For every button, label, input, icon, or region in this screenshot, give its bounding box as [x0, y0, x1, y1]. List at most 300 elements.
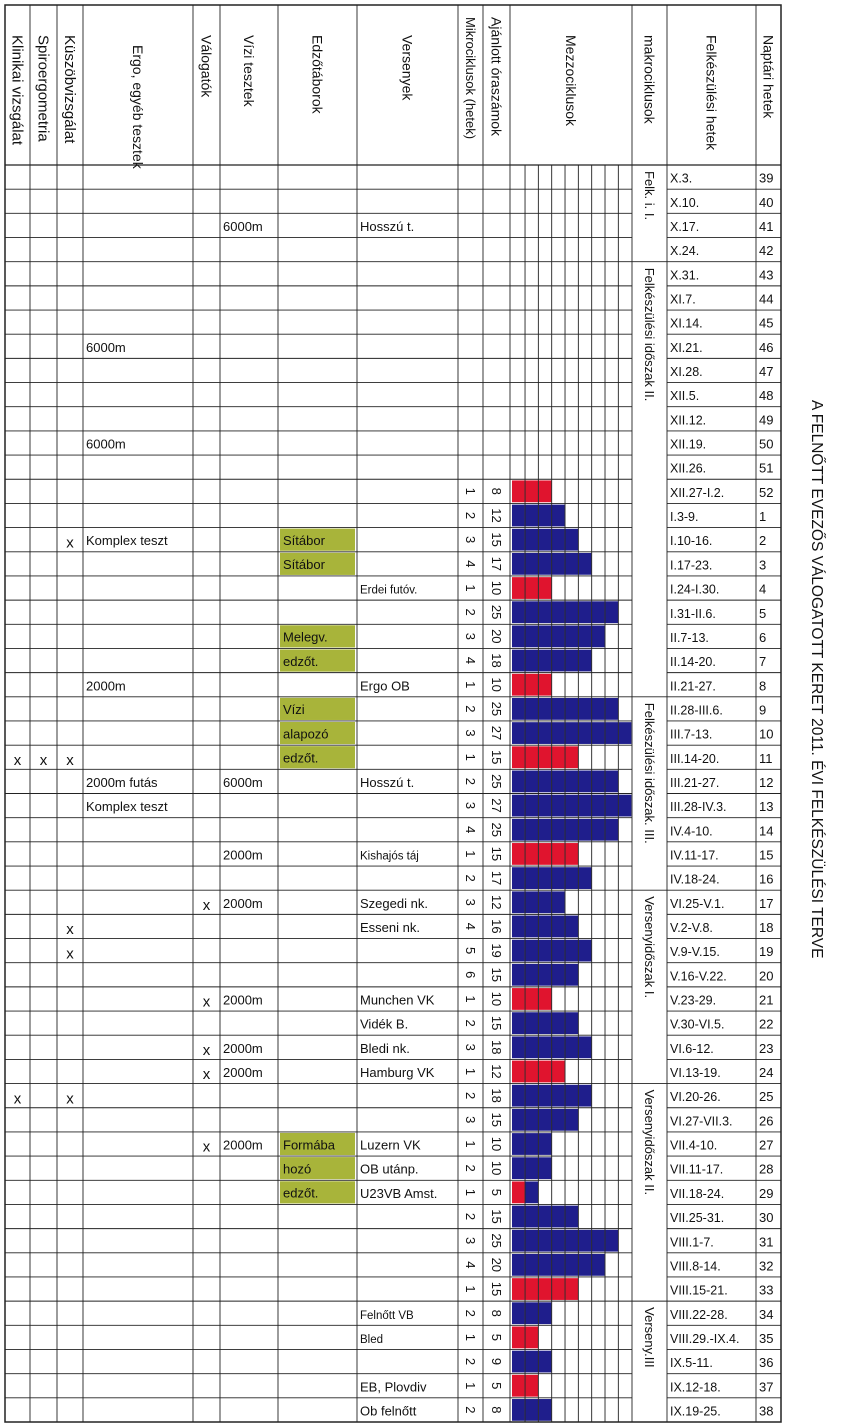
water-test: 2000m [223, 895, 263, 911]
mezzo-cell [552, 795, 565, 817]
week-number: 21 [759, 992, 774, 1008]
mezzo-cell [552, 650, 565, 672]
microcycle-number: 1 [462, 1285, 478, 1293]
period-label: X.24. [670, 244, 700, 259]
water-test: 2000m [223, 1065, 263, 1081]
microcycle-number: 2 [462, 1357, 478, 1366]
week-number: 35 [759, 1330, 774, 1346]
microcycle-number: 3 [462, 1116, 478, 1124]
period-label: I.3-9. [670, 510, 699, 525]
week-number: 11 [759, 750, 773, 766]
mezzo-cell [565, 650, 578, 672]
selection-mark: x [202, 993, 211, 1011]
mezzo-cell [525, 916, 538, 938]
mezzo-cell [552, 553, 565, 575]
header-mikro: Mikrociklusok (hetek) [462, 17, 478, 140]
mezzo-cell [539, 480, 552, 502]
clinical-mark: x [13, 751, 22, 769]
week-number: 20 [759, 968, 774, 984]
period-label: II.21-27. [670, 679, 716, 694]
period-label: III.14-20. [670, 751, 720, 766]
mezzo-cell [605, 1230, 618, 1252]
mezzo-cell [552, 916, 565, 938]
mezzo-cell [592, 819, 605, 841]
hours-value: 12 [488, 1064, 504, 1079]
mezzo-cell [539, 529, 552, 551]
period-label: I.31-II.6. [670, 606, 716, 621]
week-number: 16 [759, 871, 774, 887]
microcycle-number: 4 [462, 656, 478, 665]
page-title: A FELNŐTT EVEZŐS VÁLOGATOTT KERET 2011. ÉVI FELKÉSZÜLÉSI TERVE [808, 400, 825, 959]
camp-label: Sítábor [283, 557, 325, 573]
mezzo-cell [579, 795, 592, 817]
hours-value: 5 [488, 1382, 504, 1390]
mezzo-cell [579, 698, 592, 720]
microcycle-number: 3 [462, 898, 478, 906]
mezzo-cell [539, 891, 552, 913]
week-number: 15 [759, 847, 774, 863]
week-number: 28 [759, 1161, 774, 1177]
microcycle-number: 5 [462, 946, 478, 955]
mezzo-cell [579, 771, 592, 793]
mezzo-cell [605, 771, 618, 793]
mezzo-cell [592, 625, 605, 647]
hours-value: 25 [488, 604, 504, 620]
mezzo-cell [525, 795, 538, 817]
microcycle-number: 3 [462, 632, 478, 640]
hours-value: 15 [488, 1281, 504, 1297]
week-number: 30 [759, 1210, 774, 1226]
mezzo-cell [525, 746, 538, 768]
mezzo-cell [592, 722, 605, 744]
mezzo-cell [525, 988, 538, 1010]
hours-value: 8 [488, 1309, 504, 1317]
header-vizi: Vízi tesztek [241, 35, 258, 107]
week-number: 25 [759, 1089, 774, 1105]
period-label: VI.27-VII.3. [670, 1114, 733, 1129]
hours-value: 18 [488, 653, 504, 668]
microcycle-number: 2 [462, 1092, 478, 1100]
period-label: XI.28. [670, 365, 703, 380]
mezzo-cell [539, 577, 552, 599]
week-number: 3 [759, 557, 767, 573]
mezzo-cell [565, 601, 578, 623]
period-label: XII.27-I.2. [670, 485, 725, 500]
mezzo-cell [605, 601, 618, 623]
mezzo-cell [539, 553, 552, 575]
race-label: Ergo OB [360, 678, 410, 694]
mezzo-cell [605, 819, 618, 841]
mezzo-cell [552, 1230, 565, 1252]
mezzo-cell [579, 1085, 592, 1107]
mezzo-cell [552, 1012, 565, 1034]
hours-value: 17 [488, 556, 504, 572]
mezzo-cell [579, 601, 592, 623]
threshold-mark: x [66, 945, 74, 963]
week-number: 31 [759, 1234, 774, 1250]
race-label: Munchen VK [360, 992, 435, 1008]
camp-label: alapozó [283, 726, 329, 742]
mezzo-cell [579, 625, 592, 647]
mezzo-cell [525, 1133, 538, 1155]
microcycle-number: 2 [462, 705, 478, 713]
week-number: 45 [759, 315, 774, 331]
mezzo-cell [512, 1157, 525, 1179]
week-number: 19 [759, 944, 774, 960]
period-label: XI.7. [670, 292, 696, 307]
mezzo-cell [525, 505, 538, 527]
week-number: 26 [759, 1113, 774, 1129]
makro-label: Felk. i. I. [642, 171, 657, 221]
table-frame [5, 5, 781, 1422]
microcycle-number: 2 [462, 1164, 478, 1172]
period-label: VII.4-10. [670, 1138, 718, 1153]
hours-value: 10 [488, 580, 504, 596]
mezzo-cell [552, 1254, 565, 1276]
period-label: VIII.15-21. [670, 1283, 728, 1298]
period-label: III.28-IV.3. [670, 800, 727, 815]
mezzo-cell [539, 1254, 552, 1276]
week-number: 40 [759, 194, 774, 210]
mezzo-cell [512, 1085, 525, 1107]
mezzo-cell [525, 940, 538, 962]
mezzo-cell [525, 1157, 538, 1179]
camp-label: Melegv. [283, 629, 328, 645]
mezzo-cell [539, 1133, 552, 1155]
week-number: 48 [759, 388, 774, 404]
mezzo-cell [592, 601, 605, 623]
microcycle-number: 4 [462, 1261, 478, 1269]
week-number: 46 [759, 339, 774, 355]
threshold-mark: x [66, 921, 74, 939]
mezzo-cell [552, 601, 565, 623]
ergo-test: 2000m [86, 678, 126, 694]
hours-value: 19 [488, 943, 504, 958]
header-kuszob: Küszöbvizsgálat [60, 35, 78, 144]
mezzo-cell [512, 1012, 525, 1034]
header-valogatok: Válogatók [198, 35, 215, 98]
week-number: 36 [759, 1355, 774, 1371]
race-label: Luzern VK [360, 1137, 421, 1153]
mezzo-cell [525, 891, 538, 913]
mezzo-cell [579, 940, 592, 962]
period-label: III.21-27. [670, 775, 720, 790]
mezzo-cell [552, 1061, 565, 1083]
mezzo-cell [565, 1085, 578, 1107]
mezzo-cell [512, 1206, 525, 1228]
header-felk_hetek: Felkészülési hetek [703, 35, 720, 151]
period-label: VIII.22-28. [670, 1307, 728, 1322]
mezzo-cell [525, 819, 538, 841]
period-label: XII.5. [670, 389, 700, 404]
clinical-mark: x [13, 1090, 22, 1108]
hours-value: 20 [488, 629, 504, 644]
week-number: 50 [759, 436, 774, 452]
mezzo-cell [552, 964, 565, 986]
mezzo-cell [565, 625, 578, 647]
period-label: V.23-29. [670, 993, 717, 1008]
mezzo-cell [512, 698, 525, 720]
mezzo-cell [579, 553, 592, 575]
mezzo-cell [512, 553, 525, 575]
microcycle-number: 2 [462, 1212, 478, 1221]
threshold-mark: x [66, 534, 74, 552]
period-label: XII.19. [670, 437, 707, 452]
header-oraszam: Ajánlott óraszámok [488, 17, 505, 137]
mezzo-cell [512, 795, 525, 817]
microcycle-number: 4 [462, 922, 478, 931]
hours-value: 10 [488, 1136, 504, 1152]
mezzo-cell [539, 1230, 552, 1252]
microcycle-number: 1 [462, 584, 478, 592]
microcycle-number: 3 [462, 1237, 478, 1245]
mezzo-cell [512, 1061, 525, 1083]
week-number: 4 [759, 581, 767, 597]
camp-label: edzőt. [283, 653, 319, 669]
mezzo-cell [552, 1278, 565, 1300]
period-label: V.16-V.22. [670, 969, 727, 984]
mezzo-cell [525, 1327, 538, 1349]
mezzo-cell [539, 916, 552, 938]
microcycle-number: 6 [462, 971, 478, 979]
mezzo-cell [592, 771, 605, 793]
hours-value: 25 [488, 1233, 504, 1248]
period-label: IV.11-17. [670, 848, 719, 863]
mezzo-cell [565, 529, 578, 551]
header-edzotaborok: Edzőtáborok [309, 35, 326, 114]
mezzo-cell [512, 674, 525, 696]
mezzo-cell [525, 964, 538, 986]
mezzo-cell [552, 940, 565, 962]
period-label: VII.11-17. [670, 1162, 724, 1177]
microcycle-number: 1 [462, 1382, 478, 1390]
mezzo-cell [565, 867, 578, 889]
mezzo-cell [525, 1399, 538, 1421]
week-number: 39 [759, 170, 774, 186]
threshold-mark: x [66, 751, 74, 769]
period-label: IX.12-18. [670, 1380, 721, 1395]
hours-value: 15 [488, 749, 504, 765]
race-label: Vidék B. [360, 1016, 409, 1032]
microcycle-number: 4 [462, 560, 478, 568]
mezzo-cell [512, 1278, 525, 1300]
mezzo-cell [525, 1036, 538, 1058]
mezzo-cell [525, 1085, 538, 1107]
mezzo-cell [552, 819, 565, 841]
race-label: Kishajós táj [360, 850, 419, 863]
mezzo-cell [552, 722, 565, 744]
mezzo-cell [525, 577, 538, 599]
period-label: VII.18-24. [670, 1186, 725, 1201]
water-test: 2000m [223, 847, 263, 863]
mezzo-cell [525, 1061, 538, 1083]
mezzo-cell [565, 722, 578, 744]
microcycle-number: 1 [462, 1140, 478, 1148]
week-number: 51 [759, 460, 774, 476]
mezzo-cell [512, 529, 525, 551]
race-label: Felnőtt VB [360, 1309, 414, 1322]
mezzo-cell [525, 1302, 538, 1324]
week-number: 27 [759, 1137, 774, 1153]
water-test: 2000m [223, 992, 263, 1008]
mezzo-cell [512, 771, 525, 793]
race-label: Hosszú t. [360, 218, 415, 234]
mezzo-cell [525, 601, 538, 623]
period-label: V.30-VI.5. [670, 1017, 725, 1032]
mezzo-cell [539, 1012, 552, 1034]
mezzo-cell [539, 650, 552, 672]
period-label: VIII.8-14. [670, 1259, 721, 1274]
mezzo-cell [525, 1109, 538, 1131]
hours-value: 20 [488, 1257, 504, 1273]
microcycle-number: 3 [462, 536, 478, 544]
mezzo-cell [605, 698, 618, 720]
mezzo-cell [539, 1302, 552, 1324]
hours-value: 25 [488, 822, 504, 837]
ergo-test: 6000m [86, 436, 126, 452]
mezzo-cell [525, 625, 538, 647]
mezzo-cell [512, 505, 525, 527]
mezzo-cell [552, 1206, 565, 1228]
microcycle-number: 2 [462, 1309, 478, 1317]
race-label: Ob felnőtt [360, 1403, 417, 1419]
week-number: 23 [759, 1040, 774, 1056]
hours-value: 12 [488, 894, 504, 910]
period-label: III.7-13. [670, 727, 713, 742]
week-number: 32 [759, 1258, 774, 1274]
microcycle-number: 2 [462, 1019, 478, 1027]
mezzo-cell [525, 1375, 538, 1397]
mezzo-cell [539, 771, 552, 793]
race-label: Hamburg VK [360, 1065, 435, 1081]
mezzo-cell [552, 505, 565, 527]
race-label: Bledi nk. [360, 1040, 410, 1056]
race-label: EB, Plovdiv [360, 1379, 427, 1395]
week-number: 42 [759, 243, 774, 259]
camp-label: hozó [283, 1161, 312, 1177]
mezzo-cell [512, 601, 525, 623]
mezzo-cell [579, 1036, 592, 1058]
period-label: II.14-20. [670, 655, 716, 670]
mezzo-cell [579, 1254, 592, 1276]
period-label: VI.25-V.1. [670, 896, 725, 911]
hours-value: 18 [488, 1040, 504, 1055]
week-number: 6 [759, 629, 767, 645]
period-label: X.10. [670, 195, 700, 210]
mezzo-cell [552, 771, 565, 793]
mezzo-cell [619, 722, 632, 744]
mezzo-cell [525, 1206, 538, 1228]
hours-value: 15 [488, 532, 504, 547]
mezzo-cell [512, 867, 525, 889]
header-ergo: Ergo, egyéb tesztek [130, 45, 147, 169]
microcycle-number: 1 [462, 1333, 478, 1341]
microcycle-number: 1 [462, 681, 478, 689]
camp-label: edzőt. [283, 1185, 319, 1201]
week-number: 13 [759, 799, 774, 815]
makro-label: Felkészülési időszak. III. [642, 702, 657, 844]
water-test: 6000m [223, 218, 263, 234]
week-number: 10 [759, 726, 774, 742]
mezzo-cell [539, 601, 552, 623]
week-number: 24 [759, 1065, 774, 1081]
period-label: VIII.1-7. [670, 1235, 714, 1250]
mezzo-cell [525, 722, 538, 744]
hours-value: 15 [488, 1112, 504, 1128]
microcycle-number: 2 [462, 1406, 478, 1414]
period-label: XI.21. [670, 340, 703, 355]
mezzo-cell [539, 964, 552, 986]
microcycle-number: 1 [462, 753, 478, 761]
mezzo-cell [512, 625, 525, 647]
race-label: Hosszú t. [360, 774, 415, 790]
mezzo-cell [539, 1351, 552, 1373]
mezzo-cell [539, 1399, 552, 1421]
ergo-test: Komplex teszt [86, 799, 168, 815]
hours-value: 27 [488, 725, 504, 741]
mezzo-cell [539, 698, 552, 720]
header-versenyek: Versenyek [399, 35, 416, 101]
header-naptari: Naptári hetek [760, 35, 777, 119]
hours-value: 10 [488, 991, 504, 1007]
mezzo-cell [512, 1327, 525, 1349]
mezzo-cell [525, 1278, 538, 1300]
camp-label: Formába [283, 1137, 336, 1153]
mezzo-cell [619, 795, 632, 817]
microcycle-number: 2 [462, 511, 478, 520]
microcycle-number: 1 [462, 487, 478, 495]
mezzo-cell [512, 1181, 525, 1203]
mezzo-cell [565, 795, 578, 817]
hours-value: 5 [488, 1333, 504, 1341]
hours-value: 15 [488, 967, 504, 982]
mezzo-cell [565, 1036, 578, 1058]
week-number: 9 [759, 702, 767, 718]
period-label: V.2-V.8. [670, 921, 713, 936]
hours-value: 17 [488, 870, 504, 886]
camp-label: Sítábor [283, 533, 325, 549]
mezzo-cell [552, 891, 565, 913]
hours-value: 16 [488, 919, 504, 934]
period-label: IX.5-11. [670, 1356, 713, 1371]
mezzo-cell [539, 1061, 552, 1083]
mezzo-cell [512, 988, 525, 1010]
mezzo-cell [552, 843, 565, 865]
hours-value: 12 [488, 508, 504, 523]
race-label: U23VB Amst. [360, 1185, 438, 1201]
mezzo-cell [565, 1230, 578, 1252]
mezzo-cell [539, 1157, 552, 1179]
hours-value: 15 [488, 1209, 504, 1224]
mezzo-cell [525, 1181, 538, 1203]
week-number: 47 [759, 364, 774, 380]
hours-value: 15 [488, 846, 504, 862]
mezzo-cell [579, 650, 592, 672]
mezzo-cell [579, 722, 592, 744]
mezzo-cell [565, 553, 578, 575]
mezzo-cell [539, 746, 552, 768]
makro-label: Versenyidőszak I. [642, 896, 657, 999]
mezzo-cell [539, 988, 552, 1010]
hours-value: 27 [488, 798, 504, 813]
mezzo-cell [592, 1230, 605, 1252]
mezzo-cell [565, 964, 578, 986]
mezzo-cell [565, 1109, 578, 1131]
period-label: II.7-13. [670, 630, 709, 645]
mezzo-cell [539, 1109, 552, 1131]
period-label: XII.26. [670, 461, 707, 476]
makro-label: Versenyidőszak II. [642, 1089, 657, 1196]
